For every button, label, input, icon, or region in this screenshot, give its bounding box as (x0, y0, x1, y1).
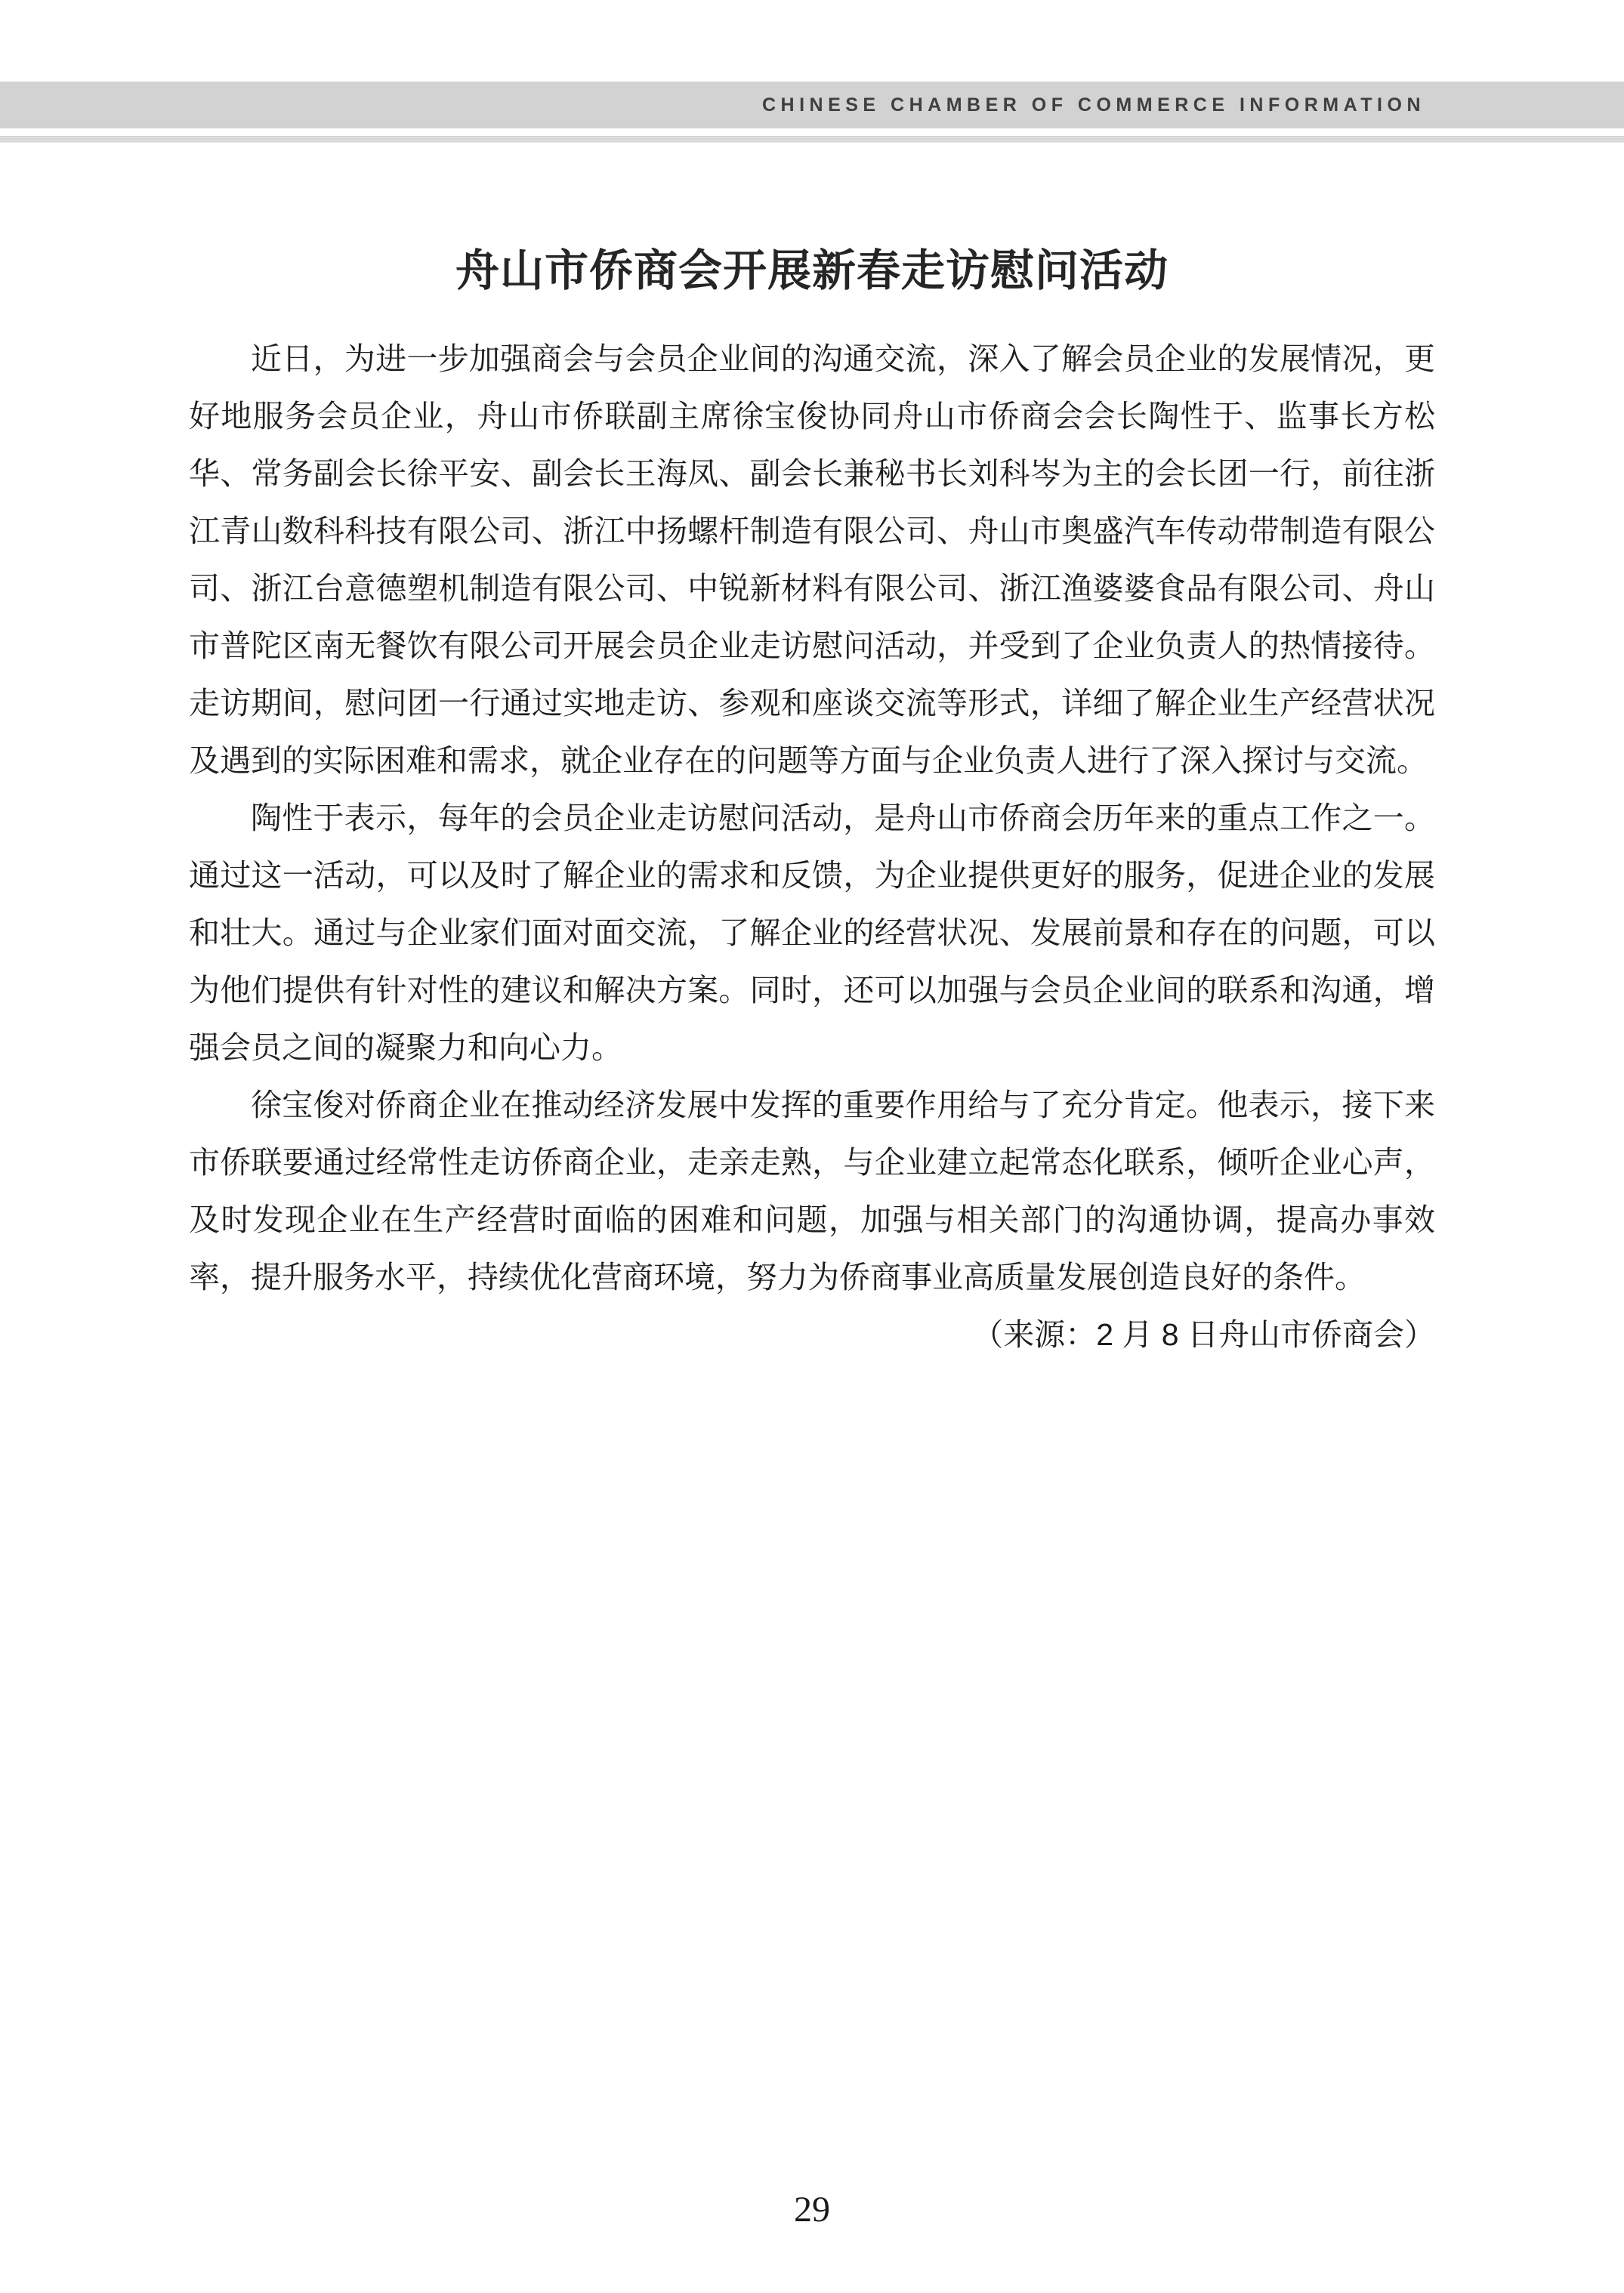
header-banner-text: CHINESE CHAMBER OF COMMERCE INFORMATION (761, 94, 1425, 116)
article-paragraph-3: 徐宝俊对侨商企业在推动经济发展中发挥的重要作用给与了充分肯定。他表示，接下来市侨联要通过经常性走访侨商企业，走亲走熟，与企业建立起常态化联系，倾听企业心声，及时发现企业在生产经营时面临的困难和问题，加强与相关部门的沟通协调，提高办事效率，提升服务水平，持续优化营商环境，努力为侨商事业高质量发展创造良好的条件。 (189, 1088, 1435, 1295)
source-attribution: （来源：2 月 8 日舟山市侨商会） (972, 1317, 1435, 1352)
article-paragraph-1: 近日，为进一步加强商会与会员企业间的沟通交流，深入了解会员企业的发展情况，更好地服务会员企业，舟山市侨联副主席徐宝俊协同舟山市侨商会会长陶性于、监事长方松华、常务副会长徐平安、副会长王海凤、副会长兼秘书长刘科岑为主的会长团一行，前往浙江青山数科科技有限公司、浙江中扬螺杆制造有限公司、舟山市奥盛汽车传动带制造有限公司、浙江台意德塑机制造有限公司、中锐新材料有限公司、浙江渔婆婆食品有限公司、舟山市普陀区南无餐饮有限公司开展会员企业走访慰问活动，并受到了企业负责人的热情接待。走访期间，慰问团一行通过实地走访、参观和座谈交流等形式，详细了解企业生产经营状况及遇到的实际困难和需求，就企业存在的问题等方面与企业负责人进行了深入探讨与交流。 (189, 341, 1435, 778)
article-paragraph-2: 陶性于表示，每年的会员企业走访慰问活动，是舟山市侨商会历年来的重点工作之一。通过这一活动，可以及时了解企业的需求和反馈，为企业提供更好的服务，促进企业的发展和壮大。通过与企业家们面对面交流，了解企业的经营状况、发展前景和存在的问题，可以为他们提供有针对性的建议和解决方案。同时，还可以加强与会员企业间的联系和沟通，增强会员之间的凝聚力和向心力。 (189, 801, 1435, 1065)
header-rule (0, 136, 1624, 143)
page-number: 29 (794, 2190, 830, 2230)
header-banner (0, 82, 1624, 128)
article (189, 248, 1435, 1363)
article-title: 舟山市侨商会开展新春走访慰问活动 (455, 246, 1169, 295)
